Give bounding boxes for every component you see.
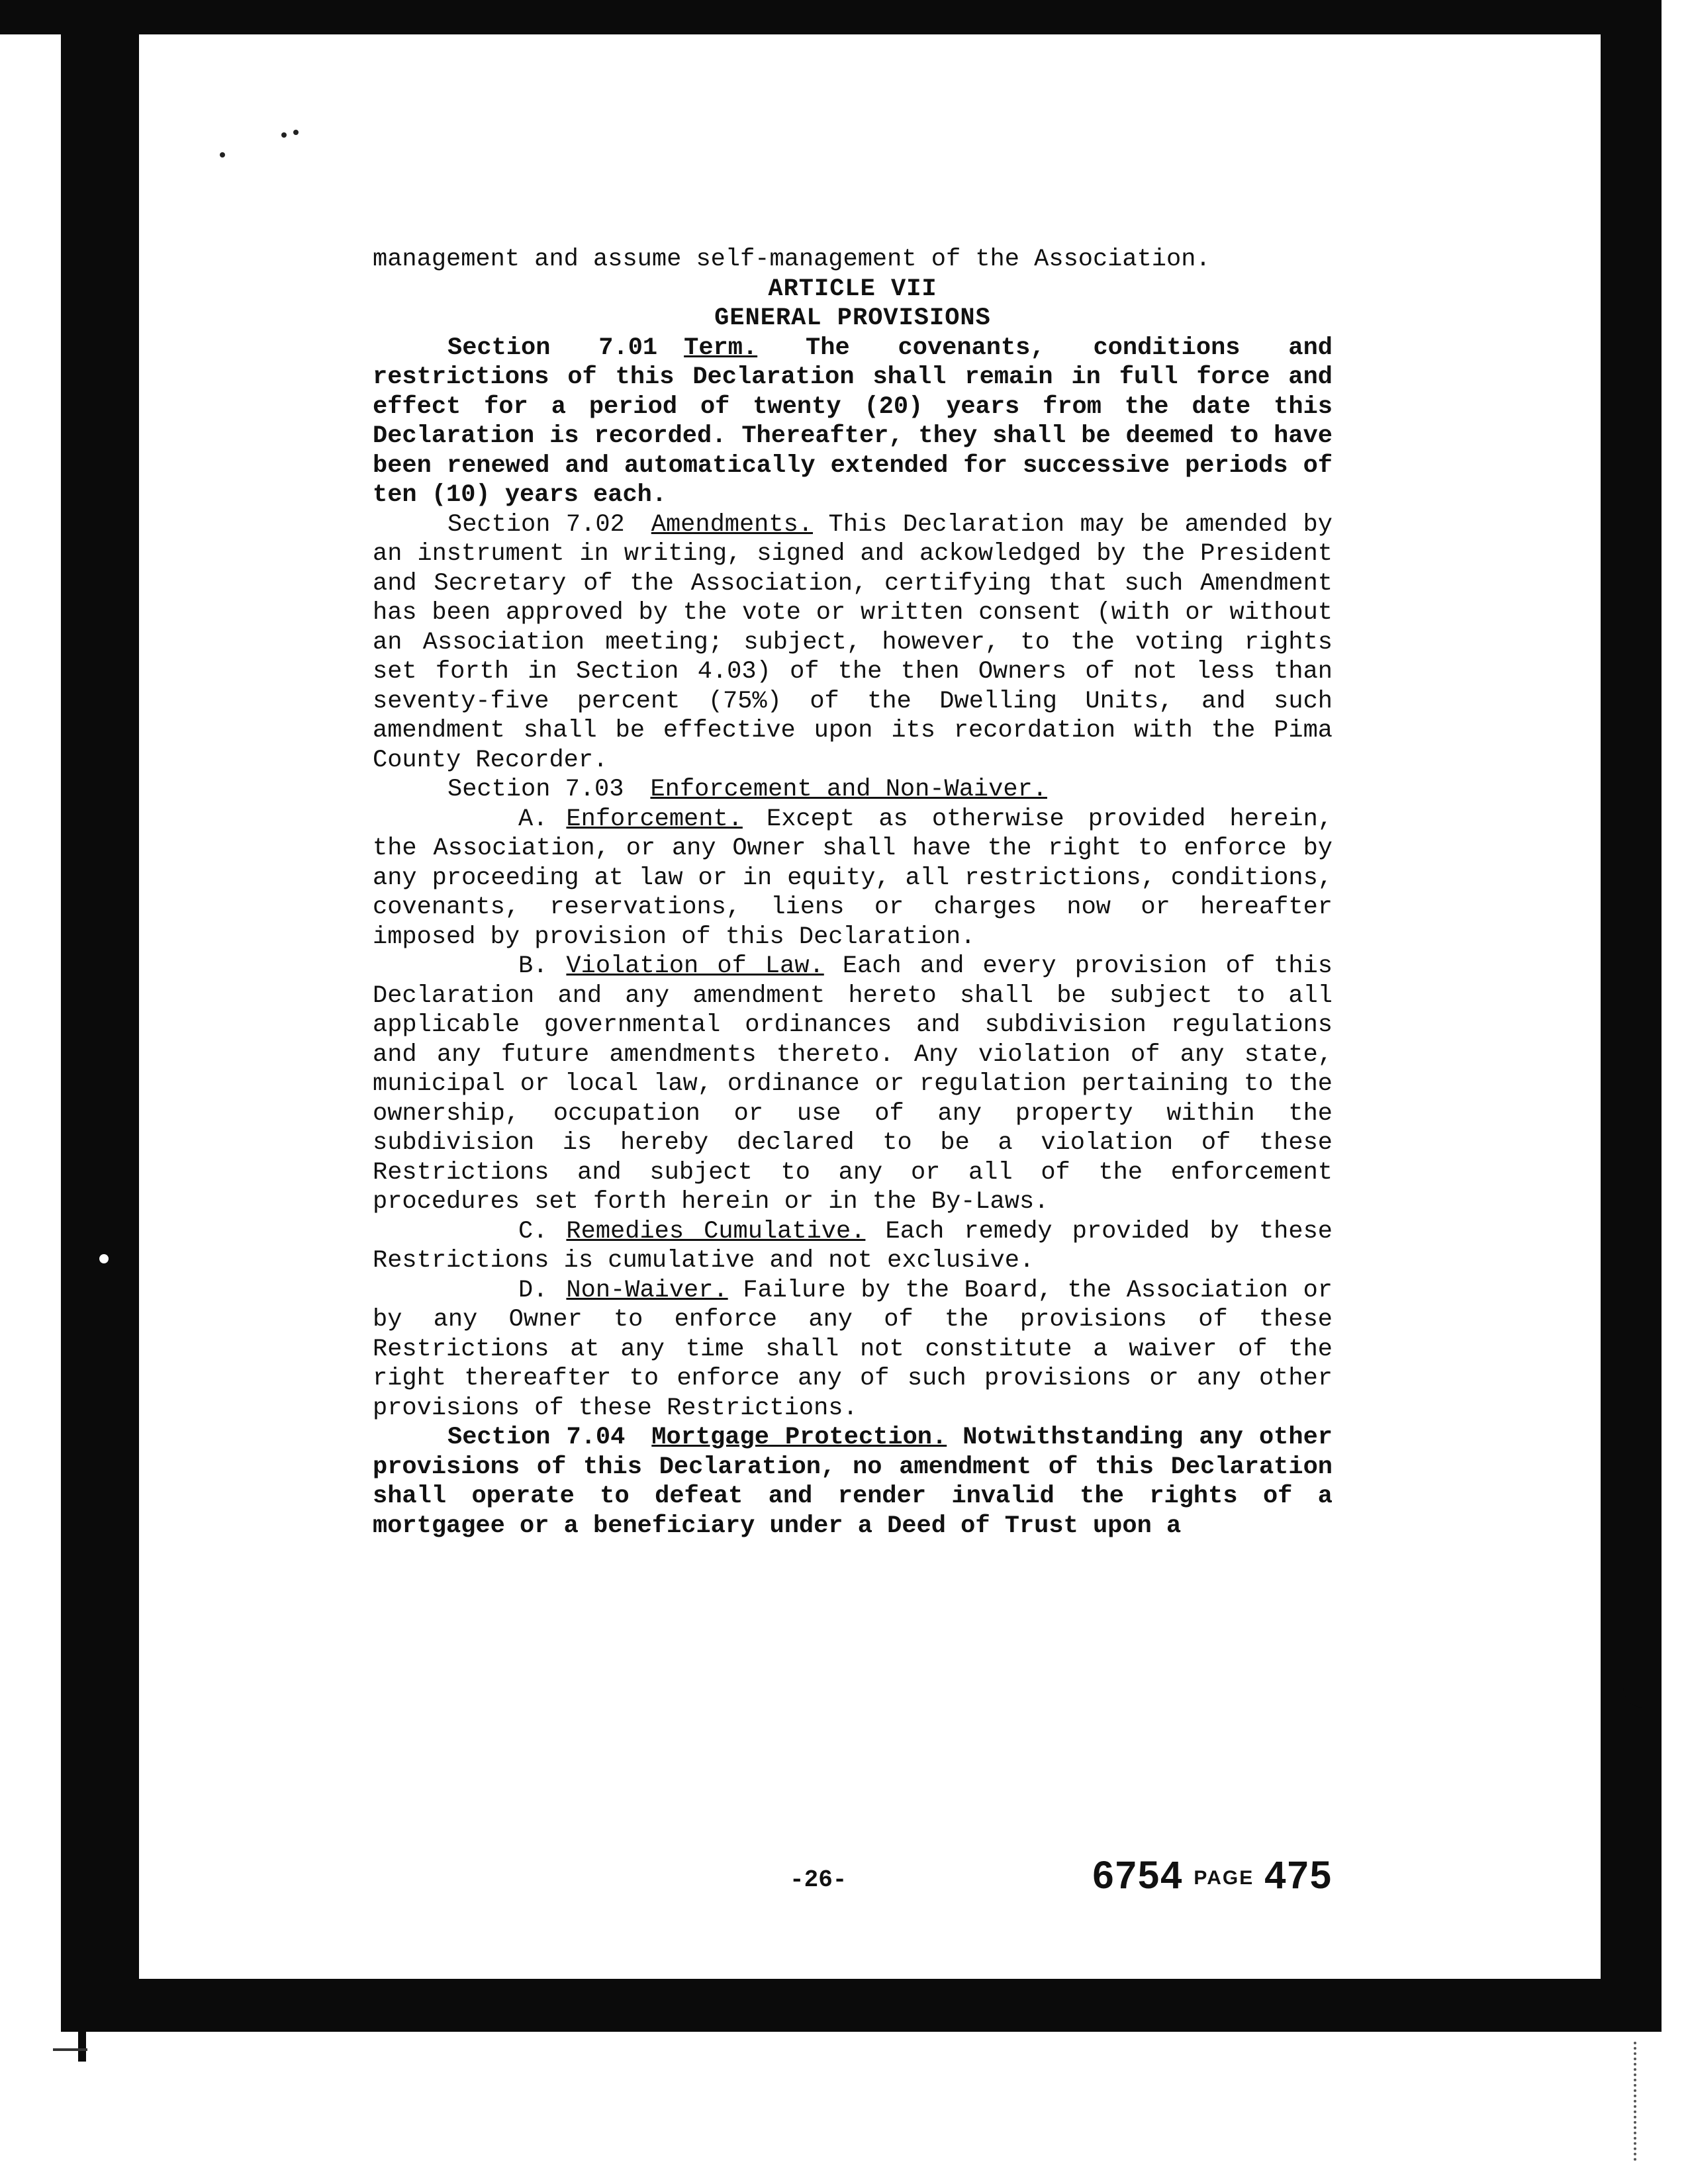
- subsection-body: Each and every provision of this Declaration and any amendment hereto shall be subject to all applicable governmental ordinances and subdivision regulations and any future amendments thereto. Any violation of any state, municipal or local law, ordinance or regulation pertaining to the ownership, occupation or use of any property within the subdivision is hereby declared to be a violation of these Restrictions and subject to any or all of the enforcement procedures set forth herein or in the By-Laws.: [373, 952, 1333, 1216]
- subsection-a: [373, 805, 1333, 952]
- scan-speck: [281, 132, 287, 138]
- scan-border-top: [0, 0, 1662, 34]
- book-number: 6754: [1092, 1854, 1184, 1897]
- scan-tick-mark: [53, 2048, 87, 2051]
- section-7-02: [373, 510, 1333, 776]
- subsection-body: Except as otherwise provided herein, the Association, or any Owner shall have the right to enforce by any proceeding at law or in equity, all restrictions, conditions, covenants, reservations, liens or charges now or hereafter imposed by provision of this Declaration.: [373, 805, 1333, 951]
- subsection-title: Remedies Cumulative.: [566, 1217, 866, 1246]
- document-body: [373, 245, 1333, 1541]
- subsection-title: Non-Waiver.: [566, 1276, 728, 1304]
- subsection-b: [373, 952, 1333, 1217]
- scan-speck: [220, 152, 225, 158]
- scan-edge-mark: [78, 2015, 86, 2062]
- scan-border-right: [1601, 26, 1662, 2032]
- section-body: Notwithstanding any other provisions of this Declaration, no amendment of this Declaration shall operate to defeat and render invalid the rights of a mortgagee or a beneficiary under a Deed of Trust upon a: [373, 1424, 1333, 1540]
- scan-border-left: [61, 26, 139, 2032]
- scan-speck: [293, 130, 299, 135]
- subsection-letter: C.: [518, 1217, 548, 1246]
- section-7-01: [373, 334, 1333, 510]
- section-number: Section 7.04: [447, 1424, 626, 1451]
- recording-page: 475: [1264, 1854, 1333, 1897]
- subsection-c: [373, 1217, 1333, 1276]
- subsection-letter: A.: [518, 805, 548, 833]
- section-number: Section 7.01: [447, 334, 658, 362]
- scan-border-bottom: [61, 1979, 1662, 2032]
- article-subheading: GENERAL PROVISIONS: [714, 304, 991, 332]
- section-7-04: [373, 1423, 1333, 1541]
- subsection-d: [373, 1276, 1333, 1424]
- page-footer: [373, 1853, 1333, 1906]
- opening-line: management and assume self-management of the Association.: [373, 246, 1211, 273]
- section-number: Section 7.03: [447, 776, 624, 803]
- page-label: PAGE: [1194, 1866, 1254, 1889]
- scan-punch-hole: [99, 1254, 109, 1263]
- subsection-body: Each remedy provided by these Restrictions is cumulative and not exclusive.: [373, 1217, 1333, 1275]
- subsection-title: Enforcement.: [566, 805, 743, 833]
- scan-binding-shadow: [1623, 1608, 1650, 1707]
- subsection-body: Failure by the Board, the Association or by any Owner to enforce any of the provisions of these Restrictions at any time shall not constitute a waiver of the right thereafter to enforce any of such provisions or any other provisions of these Restrictions.: [373, 1276, 1333, 1422]
- section-title: Mortgage Protection.: [651, 1424, 947, 1451]
- section-title: Amendments.: [651, 510, 813, 539]
- section-7-03: [373, 775, 1333, 805]
- article-heading: ARTICLE VII: [768, 275, 937, 303]
- section-body: The covenants, conditions and restrictions of this Declaration shall remain in full force and effect for a period of twenty (20) years from the date this Declaration is recorded. Thereafter, they shall be deemed to have been renewed and automatically extended for successive periods of ten (10) years each.: [373, 334, 1333, 509]
- section-number: Section 7.02: [447, 510, 625, 539]
- subsection-title: Violation of Law.: [566, 952, 824, 980]
- scan-margin-dots: [1627, 2042, 1636, 2161]
- page-number: -26-: [790, 1866, 847, 1893]
- section-title: Enforcement and Non-Waiver.: [650, 776, 1047, 803]
- subsection-letter: B.: [518, 952, 548, 980]
- subsection-letter: D.: [518, 1276, 548, 1304]
- section-body: This Declaration may be amended by an instrument in writing, signed and ackowledged by the President and Secretary of the Association, certifying that such Amendment has been approved by the vote or written consent (with or without an Association meeting; subject, however, to the voting rights set forth in Section 4.03) of the then Owners of not less than seventy-five percent (75%) of the Dwelling Units, and such amendment shall be effective upon its recordation with the Pima County Recorder.: [373, 510, 1333, 774]
- section-title: Term.: [684, 334, 758, 362]
- recording-reference: [1092, 1853, 1333, 1897]
